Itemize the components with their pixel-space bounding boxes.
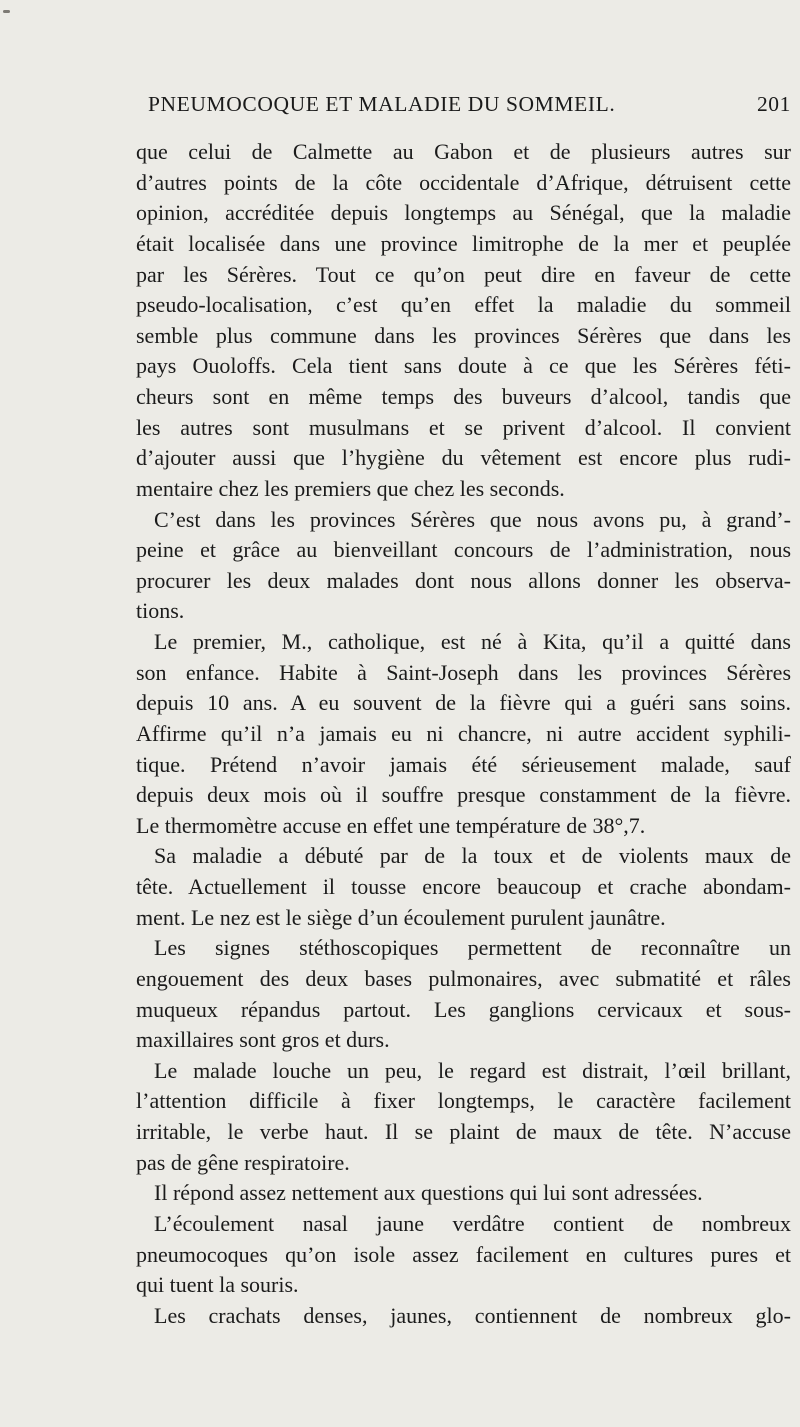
- text-line: peine et grâce au bienveillant concours de l’administration, nous: [136, 537, 791, 563]
- text-line: depuis 10 ans. A eu souvent de la fièvre qui a guéri sans soins.: [136, 690, 791, 716]
- text-line: Le malade louche un peu, le regard est distrait, l’œil brillant,: [154, 1057, 791, 1083]
- text-line: irritable, le verbe haut. Il se plaint de maux de tête. N’accuse: [136, 1119, 791, 1144]
- text-line: tions.: [136, 598, 185, 624]
- text-line: était localisée dans une province limitrophe de la mer et peuplée: [136, 230, 791, 256]
- text-line: d’ajouter aussi que l’hygiène du vêtement est encore plus rudi-: [136, 445, 791, 471]
- text-line: cheurs sont en même temps des buveurs d’alcool, tandis que: [136, 384, 791, 409]
- text-line: mentaire chez les premiers que chez les seconds.: [136, 475, 565, 501]
- text-line: ment. Le nez est le siège d’un écoulement purulent jaunâtre.: [136, 904, 666, 930]
- text-line: muqueux répandus partout. Les ganglions cervicaux et sous-: [136, 996, 791, 1022]
- text-line: les autres sont musulmans et se privent d’alcool. Il convient: [136, 414, 791, 440]
- running-header: [148, 86, 791, 122]
- text-line: tête. Actuellement il tousse encore beaucoup et crache abondam-: [136, 874, 791, 899]
- text-line: pseudo-localisation, c’est qu’en effet la maladie du sommeil: [136, 292, 791, 318]
- text-line: depuis deux mois où il souffre presque constamment de la fièvre.: [136, 782, 791, 808]
- text-line: maxillaires sont gros et durs.: [136, 1027, 390, 1053]
- text-line: tique. Prétend n’avoir jamais été sérieusement malade, sauf: [136, 751, 791, 777]
- text-line: Le thermomètre accuse en effet une température de 38°,7.: [136, 812, 646, 838]
- text-line: que celui de Calmette au Gabon et de plusieurs autres sur: [136, 139, 791, 164]
- page-number: 201: [756, 92, 791, 116]
- text-line: l’attention difficile à fixer longtemps, le caractère facilement: [136, 1088, 791, 1114]
- text-line: par les Sérères. Tout ce qu’on peut dire en faveur de cette: [136, 261, 791, 287]
- text-line: Les crachats denses, jaunes, contiennent de nombreux glo-: [154, 1302, 791, 1328]
- text-line: Le premier, M., catholique, est né à Kita, qu’il a quitté dans: [154, 629, 791, 654]
- text-line: procurer les deux malades dont nous allons donner les observa-: [136, 567, 791, 593]
- text-line: Sa maladie a débuté par de la toux et de violents maux de: [154, 843, 791, 869]
- body-text: [136, 137, 791, 1331]
- text-line: engouement des deux bases pulmonaires, avec submatité et râles: [136, 965, 791, 991]
- text-line: pneumocoques qu’on isole assez facilement en cultures pures et: [136, 1241, 791, 1267]
- text-line: opinion, accréditée depuis longtemps au Sénégal, que la maladie: [136, 200, 791, 226]
- text-line: son enfance. Habite à Saint-Joseph dans les provinces Sérères: [136, 659, 791, 685]
- corner-speck: [3, 10, 10, 13]
- text-line: d’autres points de la côte occidentale d’Afrique, détruisent cette: [136, 169, 791, 195]
- text-line: pays Ouoloffs. Cela tient sans doute à ce que les Sérères féti-: [136, 353, 791, 379]
- text-line: Les signes stéthoscopiques permettent de reconnaître un: [154, 935, 791, 961]
- running-title: PNEUMOCOQUE ET MALADIE DU SOMMEIL.: [148, 92, 616, 116]
- text-line: qui tuent la souris.: [136, 1272, 299, 1298]
- text-line: L’écoulement nasal jaune verdâtre contient de nombreux: [154, 1210, 791, 1236]
- text-line: Il répond assez nettement aux questions qui lui sont adressées.: [154, 1180, 703, 1206]
- text-line: Affirme qu’il n’a jamais eu ni chancre, ni autre accident syphili-: [136, 720, 791, 746]
- text-line: semble plus commune dans les provinces Sérères que dans les: [136, 322, 791, 348]
- text-line: pas de gêne respiratoire.: [136, 1149, 350, 1175]
- text-line: C’est dans les provinces Sérères que nous avons pu, à grand’-: [154, 506, 791, 532]
